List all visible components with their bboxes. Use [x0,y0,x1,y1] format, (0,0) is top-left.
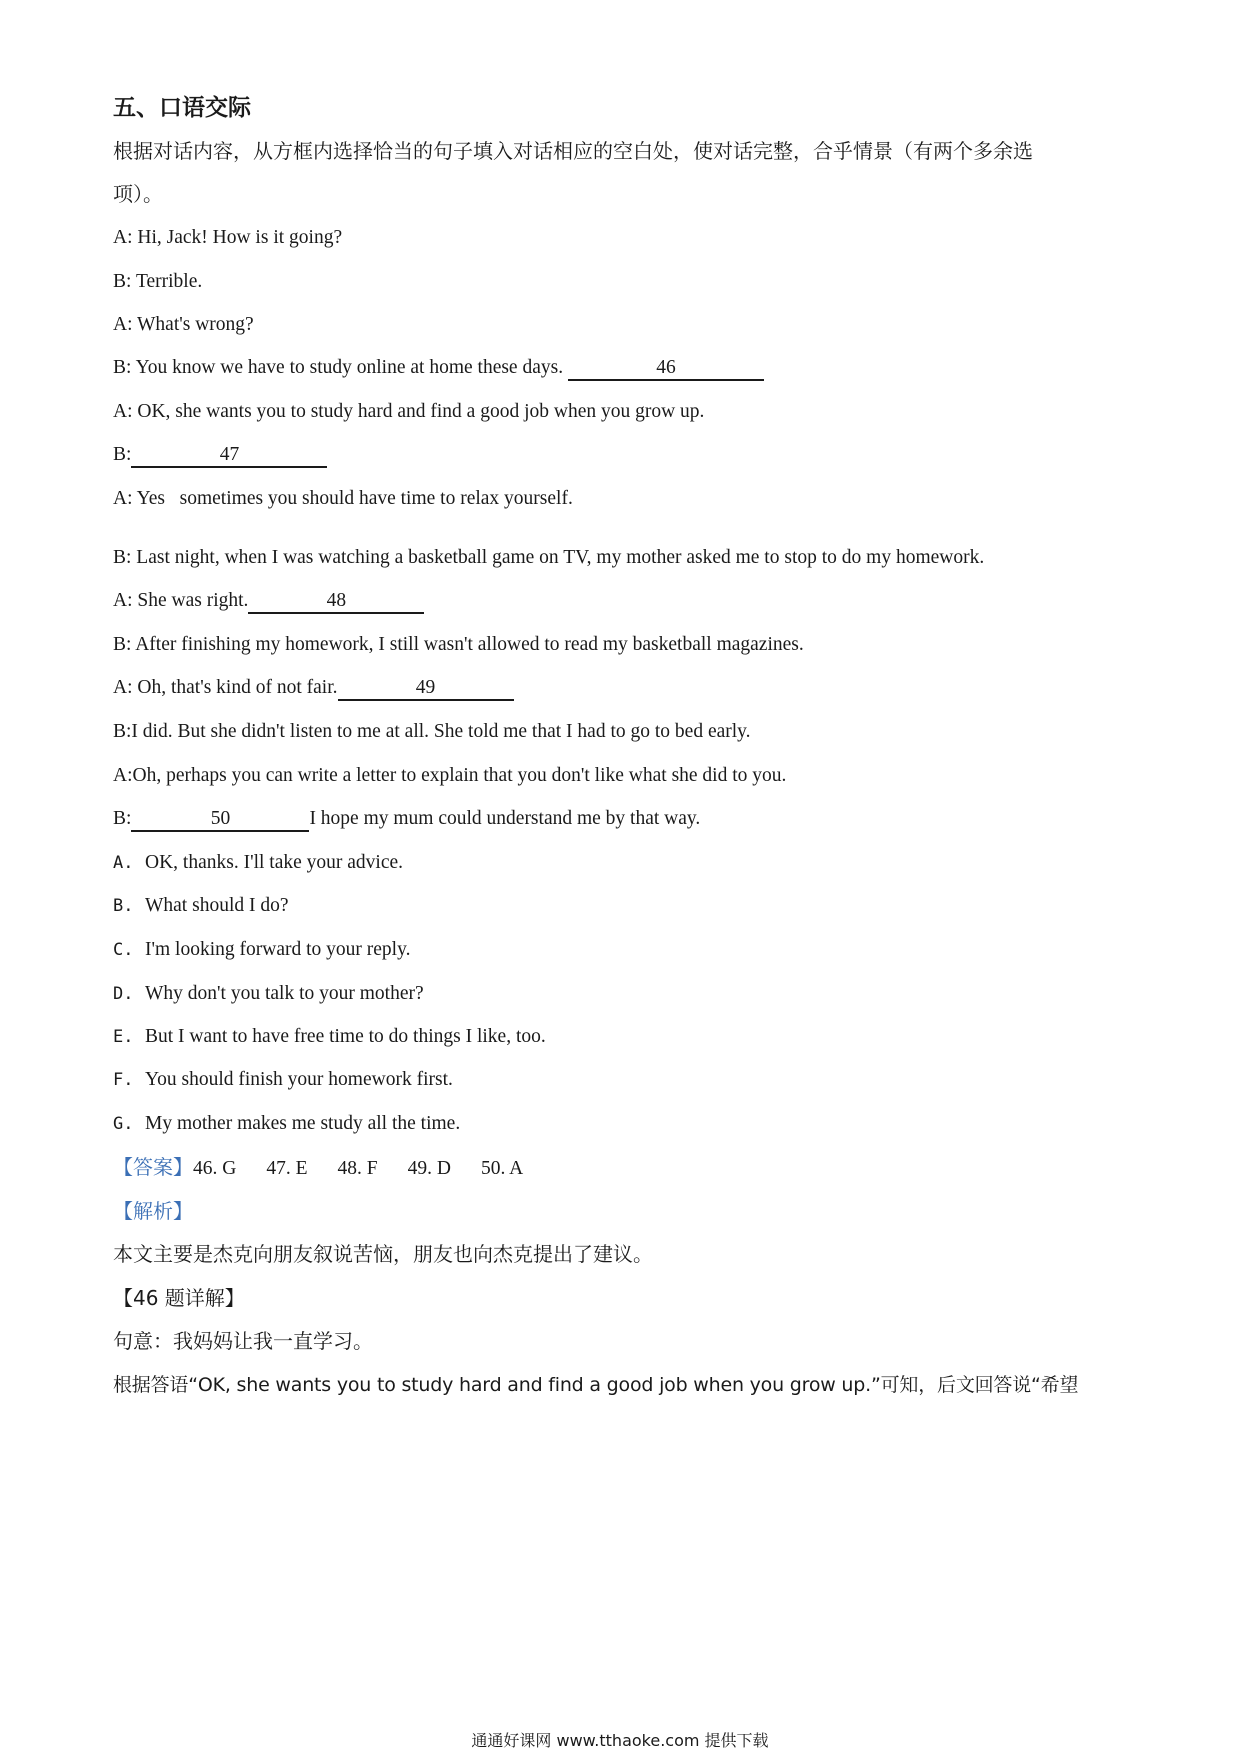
detail-label: 【46 题详解】 [113,1286,245,1310]
footer-watermark: 通通好课网 www.tthaoke.com 提供下载 [471,1731,769,1750]
dialogue-line-6-prefix: B: [113,444,132,465]
option-f [113,1066,453,1094]
dialogue-line-11-text: A: Oh, that's kind of not fair. [113,677,338,698]
dialogue-line-7 [113,485,573,513]
answer-item: 50. A [480,1158,524,1179]
dialogue-line-1: A: Hi, Jack! How is it going? [113,227,343,248]
option-g [113,1110,460,1138]
option-e [113,1023,546,1051]
reasoning-text: 根据答语“OK, she wants you to study hard and find a good job when you grow up.”可知，后文回答说“希望 [113,1374,1079,1396]
dialogue-line-10: B: After finishing my homework, I still wasn't allowed to read my basketball magazines. [113,634,804,655]
dialogue-line-12: B:I did. But she didn't listen to me at all. She told me that I had to go to bed early. [113,721,751,742]
option-text: But I want to have free time to do things I like, too. [145,1026,546,1047]
summary-text: 本文主要是杰克向朋友叙说苦恼，朋友也向杰克提出了建议。 [113,1242,653,1266]
option-text: You should finish your homework first. [145,1069,453,1090]
answer-label: 【答案】 [113,1155,193,1179]
sentence-meaning: 句意：我妈妈让我一直学习。 [113,1329,373,1353]
blank-50: 50 [131,808,309,832]
dialogue-line-14-suffix: I hope my mum could understand me by that way. [309,808,701,829]
dialogue-line-5: A: OK, she wants you to study hard and find a good job when you grow up. [113,401,705,422]
section-title: 五、口语交际 [113,95,251,121]
blank-48: 48 [248,590,424,614]
answer-item: 47. E [266,1158,308,1179]
option-b [113,892,289,920]
option-text: Why don't you talk to your mother? [145,983,424,1004]
dialogue-line-9 [113,587,424,615]
option-letter: G. [113,1114,134,1134]
option-d [113,980,424,1008]
blank-46: 46 [568,357,764,381]
blank-47: 47 [131,444,327,468]
dialogue-line-2: B: Terrible. [113,271,203,292]
option-letter: C. [113,940,134,960]
dialogue-line-13: A:Oh, perhaps you can write a letter to explain that you don't like what she did to you. [113,765,787,786]
answer-item: 46. G [193,1158,237,1179]
answer-line [113,1153,523,1183]
option-text: My mother makes me study all the time. [145,1113,461,1134]
option-text: What should I do? [145,895,289,916]
option-c [113,936,410,964]
dialogue-line-14-prefix: B: [113,808,132,829]
option-letter: B. [113,896,134,916]
dialogue-line-4 [113,354,764,382]
blank-49: 49 [338,677,514,701]
dialogue-line-8: B: Last night, when I was watching a basketball game on TV, my mother asked me to stop to do my homework. [113,547,985,568]
instructions-line-2: 项）。 [113,182,163,206]
option-letter: D. [113,984,134,1004]
dialogue-line-11 [113,674,514,702]
dialogue-line-7-text: A: Yes sometimes you should have time to relax yourself. [113,488,573,509]
option-text: OK, thanks. I'll take your advice. [145,852,404,873]
dialogue-line-4-text: B: You know we have to study online at home these days. [113,357,568,378]
option-a [113,849,403,877]
analysis-label: 【解析】 [113,1199,193,1223]
dialogue-line-14 [113,805,700,833]
option-text: I'm looking forward to your reply. [145,939,411,960]
dialogue-line-3: A: What's wrong? [113,314,254,335]
dialogue-line-9-text: A: She was right. [113,590,249,611]
option-letter: A. [113,853,134,873]
answer-item: 49. D [407,1158,451,1179]
option-letter: F. [113,1070,134,1090]
answer-item: 48. F [337,1158,378,1179]
option-letter: E. [113,1027,134,1047]
instructions-line-1: 根据对话内容，从方框内选择恰当的句子填入对话相应的空白处，使对话完整，合乎情景（有两个多余选 [113,139,1033,163]
dialogue-line-6 [113,441,327,469]
